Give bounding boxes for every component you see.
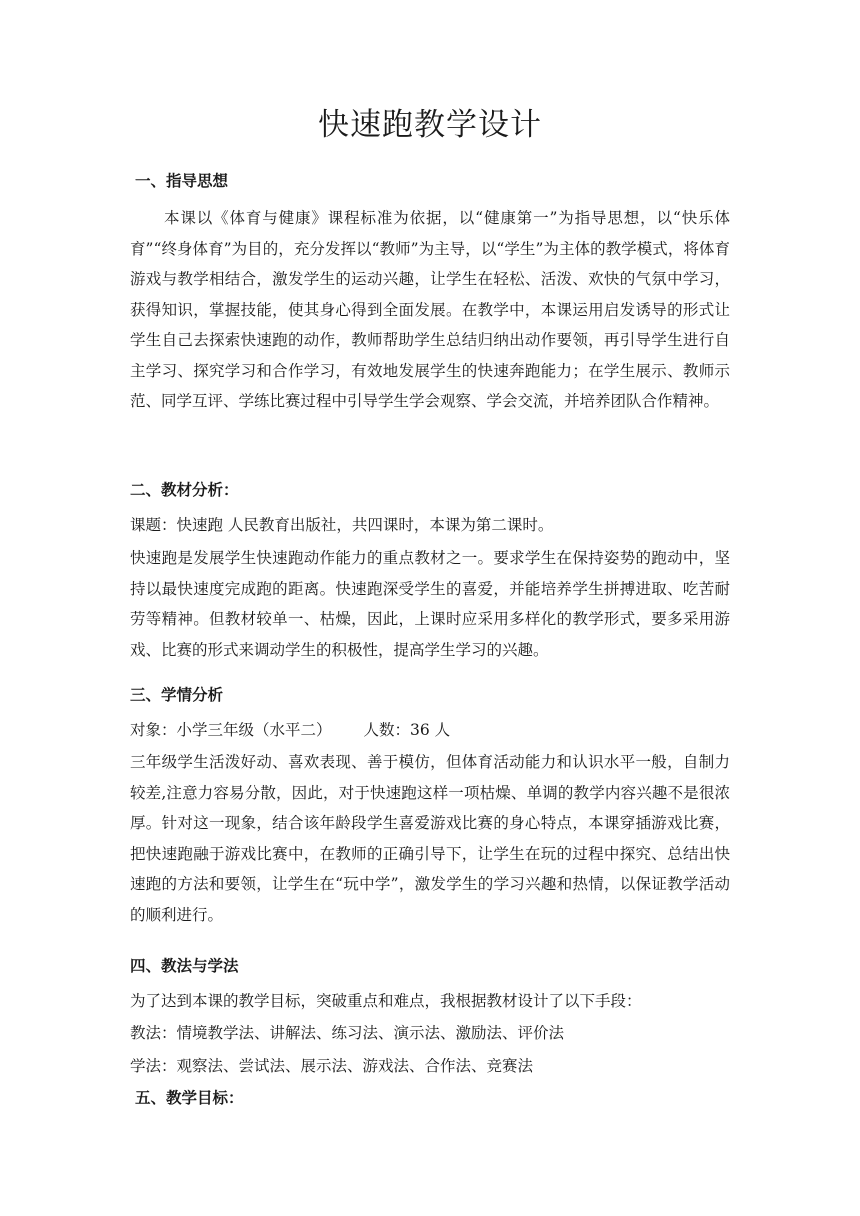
section-heading-goals: 五、教学目标： xyxy=(135,1089,244,1107)
materials-topic-line: 课题：快速跑 人民教育出版社，共四课时，本课为第二课时。 xyxy=(130,516,554,534)
section-body-materials: 快速跑是发展学生快速跑动作能力的重点教材之一。要求学生在保持姿势的跑动中，坚持以最快速度完成跑的距离。快速跑深受学生的喜爱，并能培养学生拼搏进取、吃苦耐劳等精神。但教材较单一、枯燥，因此，上课时应采用多样化的教学形式，要多采用游戏、比赛的形式来调动学生的积极性，提高学生学习的兴趣。 xyxy=(130,549,730,659)
section-heading-guiding: 一、指导思想 xyxy=(135,172,229,190)
section-heading-methods: 四、教法与学法 xyxy=(130,957,239,975)
students-target: 对象：小学三年级（水平二） xyxy=(130,721,332,739)
students-info-line xyxy=(130,720,750,740)
methods-intro: 为了达到本课的教学目标，突破重点和难点，我根据教材设计了以下手段： xyxy=(130,992,642,1010)
students-count: 人数：36 人 xyxy=(363,721,451,739)
methods-learning: 学法：观察法、尝试法、展示法、游戏法、合作法、竞赛法 xyxy=(130,1057,534,1075)
section-body-students: 三年级学生活泼好动、喜欢表现、善于模仿，但体育活动能力和认识水平一般，自制力较差,注意力容易分散，因此，对于快速跑这样一项枯燥、单调的教学内容兴趣不是很浓厚。针对这一现象，结合该年龄段学生喜爱游戏比赛的身心特点，本课穿插游戏比赛，把快速跑融于游戏比赛中，在教师的正确引导下，让学生在玩的过程中探究、总结出快速跑的方法和要领，让学生在“玩中学”，激发学生的学习兴趣和热情，以保证教学活动的顺利进行。 xyxy=(130,753,730,924)
document-title: 快速跑教学设计 xyxy=(318,107,542,143)
methods-teaching: 教法：情境教学法、讲解法、练习法、演示法、激励法、评价法 xyxy=(130,1024,565,1042)
section-heading-students: 三、学情分析 xyxy=(130,686,224,704)
section-heading-materials: 二、教材分析： xyxy=(130,481,239,499)
section-body-guiding: 本课以《体育与健康》课程标准为依据，以“健康第一”为指导思想，以“快乐体育”“终身体育”为目的，充分发挥以“教师”为主导，以“学生”为主体的教学模式，将体育游戏与教学相结合，激发学生的运动兴趣，让学生在轻松、活泼、欢快的气氛中学习，获得知识，掌握技能，使其身心得到全面发展。在教学中，本课运用启发诱导的形式让学生自己去探索快速跑的动作，教师帮助学生总结归纳出动作要领，再引导学生进行自主学习、探究学习和合作学习，有效地发展学生的快速奔跑能力；在学生展示、教师示范、同学互评、学练比赛过程中引导学生学会观察、学会交流，并培养团队合作精神。 xyxy=(130,209,730,410)
